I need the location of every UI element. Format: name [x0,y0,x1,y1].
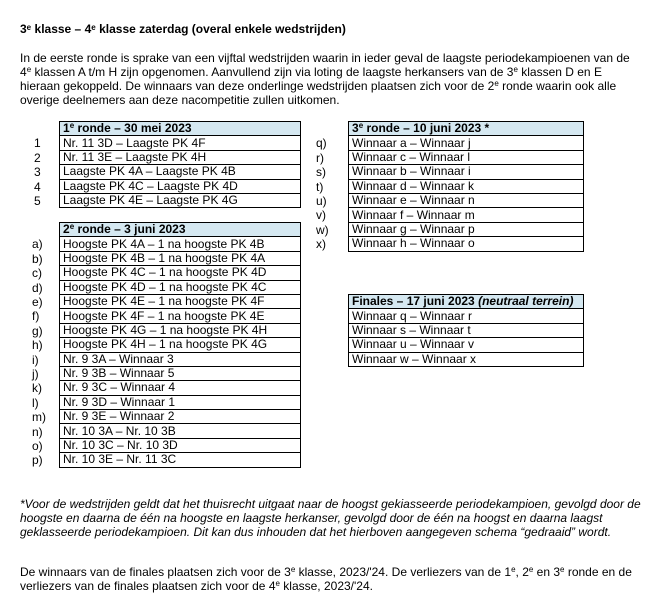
round1-match-label: 2 [34,150,41,165]
round2-match: Hoogste PK 4B – 1 na hoogste PK 4A [60,251,301,265]
round2-match-label: h) [32,338,43,353]
round1-match-label: 4 [34,179,41,194]
round2-match: Nr. 9 3C – Winnaar 4 [60,381,301,395]
round3-match-label: x) [316,237,326,252]
round2-match: Hoogste PK 4E – 1 na hoogste PK 4F [60,294,301,308]
round3-header: 3e ronde – 10 juni 2023 * [349,122,584,136]
round1-header: 1e ronde – 30 mei 2023 [60,122,301,136]
round2-match-label: m) [32,410,46,425]
round3-match: Winnaar e – Winnaar n [349,193,584,207]
closing-paragraph: De winnaars van de finales plaatsen zich voor de 3e klasse, 2023/'24. De verliezers van de 1e, 2e en 3e ronde en de verliezers van de finales plaatsen zich voor de 4e klasse, 2023/'24. [20,565,632,593]
round2-match: Hoogste PK 4C – 1 na hoogste PK 4D [60,266,301,280]
round2-match-label: c) [32,266,42,281]
round2-match: Nr. 9 3B – Winnaar 5 [60,366,301,380]
round3-table [348,121,584,252]
round3-match: Winnaar h – Winnaar o [349,237,584,251]
finals-match: Winnaar w – Winnaar x [349,352,584,366]
round2-match-label: p) [32,453,43,468]
round2-match-label: f) [32,309,40,324]
round2-table [59,222,301,468]
round3-match: Winnaar f – Winnaar m [349,208,584,222]
round2-match: Nr. 9 3E – Winnaar 2 [60,410,301,424]
round1-table [59,121,301,208]
round3-match-label: u) [316,194,327,208]
round2-match-label: b) [32,251,43,266]
finals-match: Winnaar q – Winnaar r [349,309,584,323]
round1-match: Laagste PK 4E – Laagste PK 4G [60,193,301,207]
round2-match: Hoogste PK 4F – 1 na hoogste PK 4E [60,309,301,323]
round2-match-label: o) [32,439,43,453]
round2-match: Hoogste PK 4A – 1 na hoogste PK 4B [60,237,301,251]
round1-match: Laagste PK 4A – Laagste PK 4B [60,165,301,179]
round3-match: Winnaar d – Winnaar k [349,179,584,193]
round1-match-label: 5 [34,194,41,208]
round3-match-label: w) [316,222,329,237]
round3-match-label: s) [316,165,326,180]
page-title: 3ᵉ klasse – 4ᵉ klasse zaterdag (overal enkele wedstrijden) [20,22,346,36]
round3-match: Winnaar c – Winnaar l [349,150,584,164]
round2-match-label: k) [32,381,42,396]
round2-match: Nr. 10 3A – Nr. 10 3B [60,424,301,438]
footnote: *Voor de wedstrijden geldt dat het thuisrecht uitgaat naar de hoogst gekiasseerde periodekampioen, gevolgd door de hoogste en daarna de één na hoogste en laagste herkanser, gevolgd door de één na hoogst en daarna laagst geklasseerde periodekampioen. Dit kan dus inhouden dat het hierboven aangegeven schema “gedraaid” wordt. [20,497,641,539]
finals-match: Winnaar u – Winnaar v [349,338,584,352]
round2-match-label: e) [32,295,43,309]
round3-match-label: t) [316,179,324,194]
round2-match-label: j) [32,367,39,381]
round2-match-label: i) [32,352,39,367]
round3-match: Winnaar a – Winnaar j [349,136,584,150]
round1-match-label: 1 [34,136,41,151]
round2-match: Hoogste PK 4H – 1 na hoogste PK 4G [60,338,301,352]
round2-match-label: d) [32,280,43,295]
round2-match-label: a) [32,237,43,252]
round1-match: Laagste PK 4C – Laagste PK 4D [60,179,301,193]
round2-header: 2e ronde – 3 juni 2023 [60,223,301,237]
round2-match-label: l) [32,395,39,410]
round3-match: Winnaar b – Winnaar i [349,165,584,179]
round1-match-label: 3 [34,165,41,180]
finals-header: Finales – 17 juni 2023 (neutraal terrein) [349,295,584,309]
round2-match: Nr. 9 3A – Winnaar 3 [60,352,301,366]
round2-match: Nr. 10 3C – Nr. 10 3D [60,438,301,452]
round1-match: Nr. 11 3D – Laagste PK 4F [60,136,301,150]
finals-match: Winnaar s – Winnaar t [349,323,584,337]
round2-match: Nr. 9 3D – Winnaar 1 [60,395,301,409]
intro-paragraph: In de eerste ronde is sprake van een vijftal wedstrijden waarin in ieder geval de laagste periodekampioenen van de 4e klassen A t/m H zijn opgenomen. Aanvullend zijn via loting de laagste herkansers van de 3e klassen D en E hieraan gekoppeld. De winnaars van deze onderlinge wedstrijden plaatsen zich voor de 2e ronde waarin ook alle overige deelnemers aan deze nacompetitie zullen uitkomen. [20,51,630,107]
round3-match: Winnaar g – Winnaar p [349,222,584,236]
round2-match-label: n) [32,424,43,439]
round3-match-label: v) [316,208,326,223]
round2-match: Hoogste PK 4G – 1 na hoogste PK 4H [60,323,301,337]
round2-match: Hoogste PK 4D – 1 na hoogste PK 4C [60,280,301,294]
round3-match-label: q) [316,136,327,151]
round2-match: Nr. 10 3E – Nr. 11 3C [60,453,301,467]
finals-table [348,294,584,367]
round1-match: Nr. 11 3E – Laagste PK 4H [60,150,301,164]
round3-match-label: r) [316,150,324,165]
round2-match-label: g) [32,323,43,338]
